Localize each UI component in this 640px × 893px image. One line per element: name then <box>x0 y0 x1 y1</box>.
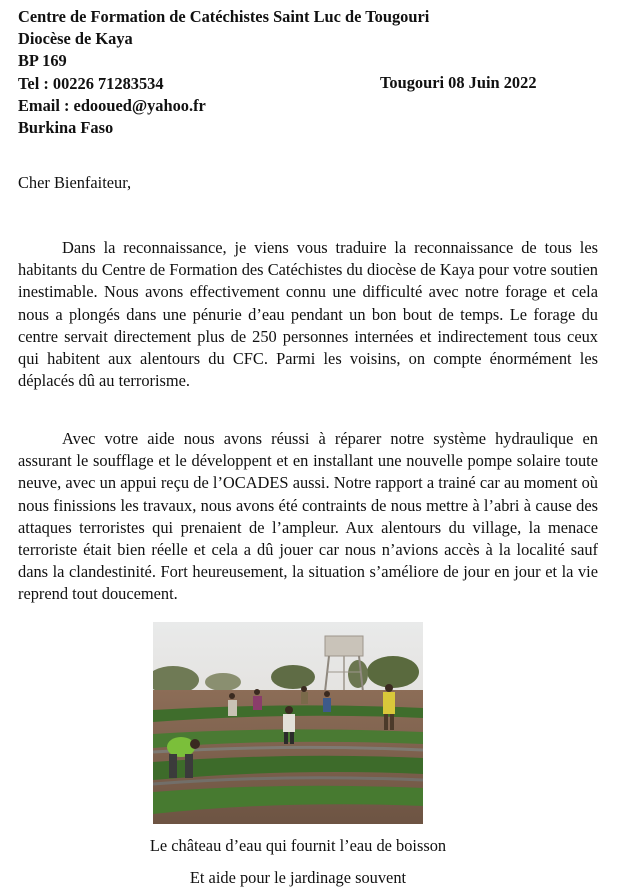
body-paragraph-1: Dans la reconnaissance, je viens vous traduire la reconnaissance de tous les habitants du Centre de Formation des Catéchistes du diocèse de Kaya pour votre soutien inestimable. Nous avons effectivement connu une difficulté avec notre forage et cela nous a plongés dans une pénurie d’eau pendant un bon bout de temps. Le forage du centre servait directement plus de 250 personnes internées et indirectement tous ceux qui habitent aux alentours du CFC. Parmi les voisins, on compte énormément les déplacés dû au terrorisme. <box>18 238 598 391</box>
letter-date: Tougouri 08 Juin 2022 <box>380 73 537 92</box>
salutation: Cher Bienfaiteur, <box>18 173 132 192</box>
sender-phone: Tel : 00226 71283534 <box>18 74 164 93</box>
sender-diocese: Diocèse de Kaya <box>18 29 133 48</box>
sender-country: Burkina Faso <box>18 118 114 137</box>
garden-water-tower-photo <box>153 622 423 824</box>
sender-organization: Centre de Formation de Catéchistes Saint Luc de Tougouri <box>18 7 430 26</box>
photo-caption-line-1: Le château d’eau qui fournit l’eau de boisson <box>149 836 447 855</box>
sender-email: Email : edooued@yahoo.fr <box>18 96 206 115</box>
body-paragraph-2: Avec votre aide nous avons réussi à réparer notre système hydraulique en assurant le soufflage et le développent et en installant une nouvelle pompe solaire toute neuve, avec un appui reçu de l’OCADES aussi. Notre rapport a trainé car au moment où nous finissions les travaux, nous avons été contraints de nous mettre à l’abri à cause des attaques terroristes qui prenaient de l’ampleur. Aux alentours du village, la menace terroriste était bien réelle et cela a dû jouer car nous n’avions accès à la localité sauf dans la clandestinité. Fort heureusement, la situation s’améliore de jour en jour et la vie reprend tout doucement. <box>18 429 598 604</box>
sender-po-box: BP 169 <box>18 51 67 70</box>
photo-caption-line-2: Et aide pour le jardinage souvent <box>189 868 407 887</box>
